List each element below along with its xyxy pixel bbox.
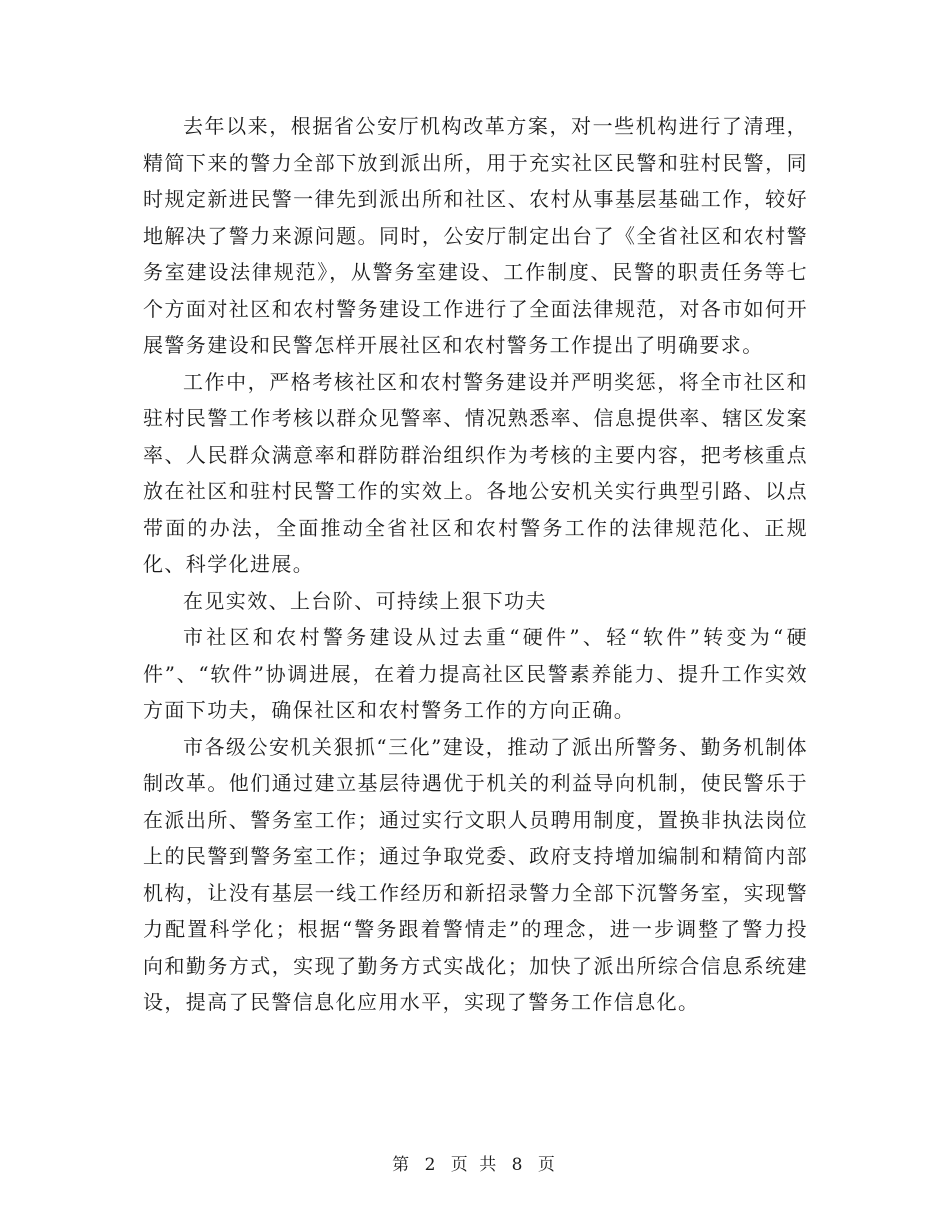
- paragraph-software-hardware: 市社区和农村警务建设从过去重“硬件”、轻“软件”转变为“硬件”、“软件”协调进展，在着力提高社区民警素养能力、提升工作实效方面下功夫，确保社区和农村警务工作的方向正确。: [143, 625, 808, 722]
- footer-current-page: 2: [424, 1155, 439, 1175]
- footer-total-pages: 8: [511, 1155, 526, 1175]
- document-body: [143, 108, 808, 1021]
- footer-suffix: 页: [537, 1155, 558, 1175]
- page-footer: [0, 1150, 950, 1175]
- paragraph-assessment: 工作中，严格考核社区和农村警务建设并严明奖惩，将全市社区和驻村民警工作考核以群众见警率、情况熟悉率、信息提供率、辖区发案率、人民群众满意率和群防群治组织作为考核的主要内容，把考核重点放在社区和驻村民警工作的实效上。各地公安机关实行典型引路、以点带面的办法，全面推动全省社区和农村警务工作的法律规范化、正规化、科学化进展。: [143, 369, 808, 576]
- section-heading: 在见实效、上台阶、可持续上狠下功夫: [183, 588, 547, 613]
- paragraph-three-modernizations: 市各级公安机关狠抓“三化”建设，推动了派出所警务、勤务机制体制改革。他们通过建立基层待遇优于机关的利益导向机制，使民警乐于在派出所、警务室工作；通过实行文职人员聘用制度，置换非执法岗位上的民警到警务室工作；通过争取党委、政府支持增加编制和精简内部机构，让没有基层一线工作经历和新招录警力全部下沉警务室，实现警力配置科学化；根据“警务跟着警情走”的理念，进一步调整了警力投向和勤务方式，实现了勤务方式实战化；加快了派出所综合信息系统建设，提高了民警信息化应用水平，实现了警务工作信息化。: [143, 734, 808, 1014]
- paragraph-reform: 去年以来，根据省公安厅机构改革方案，对一些机构进行了清理，精简下来的警力全部下放到派出所，用于充实社区民警和驻村民警，同时规定新进民警一律先到派出所和社区、农村从事基层基础工作，较好地解决了警力来源问题。同时，公安厅制定出台了《全省社区和农村警务室建设法律规范》，从警务室建设、工作制度、民警的职责任务等七个方面对社区和农村警务建设工作进行了全面法律规范，对各市如何开展警务建设和民警怎样开展社区和农村警务工作提出了明确要求。: [143, 114, 808, 357]
- footer-middle: 页 共: [450, 1155, 500, 1175]
- footer-prefix: 第: [392, 1155, 413, 1175]
